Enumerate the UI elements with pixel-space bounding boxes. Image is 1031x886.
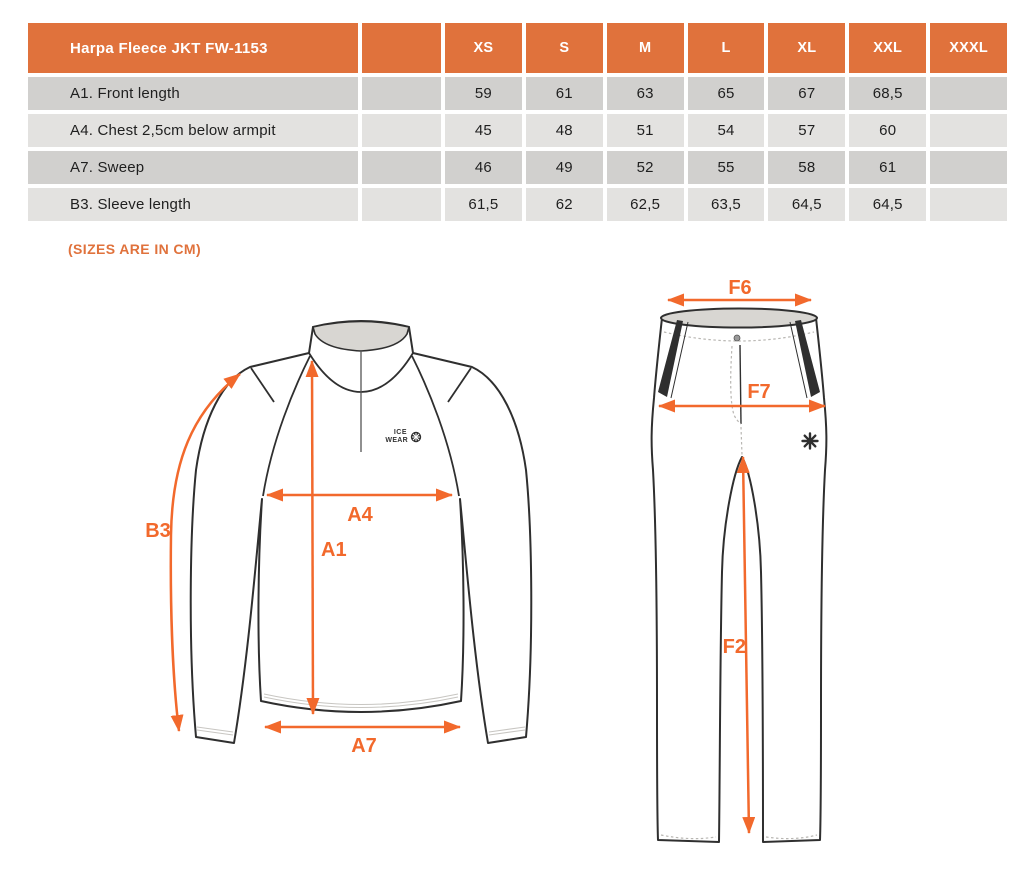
row-label: A1. Front length xyxy=(28,77,358,110)
a1-label: A1 xyxy=(321,539,347,561)
logo-text-top: ICE xyxy=(393,429,407,436)
size-header-m: M xyxy=(607,23,684,73)
a4-label: A4 xyxy=(347,504,373,526)
cell-value: 63,5 xyxy=(688,188,765,221)
cell-value: 52 xyxy=(607,151,684,184)
waist-button xyxy=(734,335,740,341)
fly-line xyxy=(740,345,741,424)
cell-value: 55 xyxy=(688,151,765,184)
cell-value: 46 xyxy=(445,151,522,184)
cell-value: 49 xyxy=(526,151,603,184)
size-table xyxy=(28,23,1007,221)
pants-outline xyxy=(652,318,827,842)
cell-value xyxy=(930,114,1007,147)
size-header-l: L xyxy=(688,23,765,73)
empty-cell xyxy=(362,77,441,110)
cell-value: 64,5 xyxy=(768,188,845,221)
jacket-diagram xyxy=(145,321,531,757)
a7-label: A7 xyxy=(351,735,377,757)
size-header-xl: XL xyxy=(768,23,845,73)
snowflake-icon xyxy=(803,434,818,449)
table-title: Harpa Fleece JKT FW-1153 xyxy=(28,23,358,73)
empty-cell xyxy=(362,151,441,184)
units-note: (SIZES ARE IN CM) xyxy=(68,241,202,257)
size-header-s: S xyxy=(526,23,603,73)
cell-value: 62,5 xyxy=(607,188,684,221)
pants-diagram xyxy=(652,277,827,842)
cell-value: 57 xyxy=(768,114,845,147)
cell-value: 68,5 xyxy=(849,77,926,110)
logo-text-bottom: WEAR xyxy=(385,437,408,444)
a1-arrow xyxy=(312,361,313,714)
cell-value: 45 xyxy=(445,114,522,147)
cell-value xyxy=(930,188,1007,221)
b3-label: B3 xyxy=(145,520,171,542)
cell-value: 61 xyxy=(526,77,603,110)
size-header-xxxl: XXXL xyxy=(930,23,1007,73)
measurement-diagrams xyxy=(0,268,1031,886)
cell-value: 62 xyxy=(526,188,603,221)
snowflake-badge-icon xyxy=(411,432,421,442)
row-label: B3. Sleeve length xyxy=(28,188,358,221)
cell-value: 63 xyxy=(607,77,684,110)
f2-label: F2 xyxy=(722,636,746,658)
cell-value: 48 xyxy=(526,114,603,147)
empty-header-cell xyxy=(362,23,441,73)
cell-value xyxy=(930,77,1007,110)
size-header-xxl: XXL xyxy=(849,23,926,73)
row-label: A7. Sweep xyxy=(28,151,358,184)
cell-value: 64,5 xyxy=(849,188,926,221)
cell-value: 61 xyxy=(849,151,926,184)
cell-value: 51 xyxy=(607,114,684,147)
cell-value: 65 xyxy=(688,77,765,110)
f6-label: F6 xyxy=(728,277,752,299)
cell-value xyxy=(930,151,1007,184)
cell-value: 67 xyxy=(768,77,845,110)
cell-value: 54 xyxy=(688,114,765,147)
cell-value: 58 xyxy=(768,151,845,184)
f7-label: F7 xyxy=(747,381,771,403)
size-header-xs: XS xyxy=(445,23,522,73)
row-label: A4. Chest 2,5cm below armpit xyxy=(28,114,358,147)
cell-value: 60 xyxy=(849,114,926,147)
waist-opening xyxy=(661,309,817,328)
cell-value: 59 xyxy=(445,77,522,110)
cell-value: 61,5 xyxy=(445,188,522,221)
empty-cell xyxy=(362,114,441,147)
empty-cell xyxy=(362,188,441,221)
